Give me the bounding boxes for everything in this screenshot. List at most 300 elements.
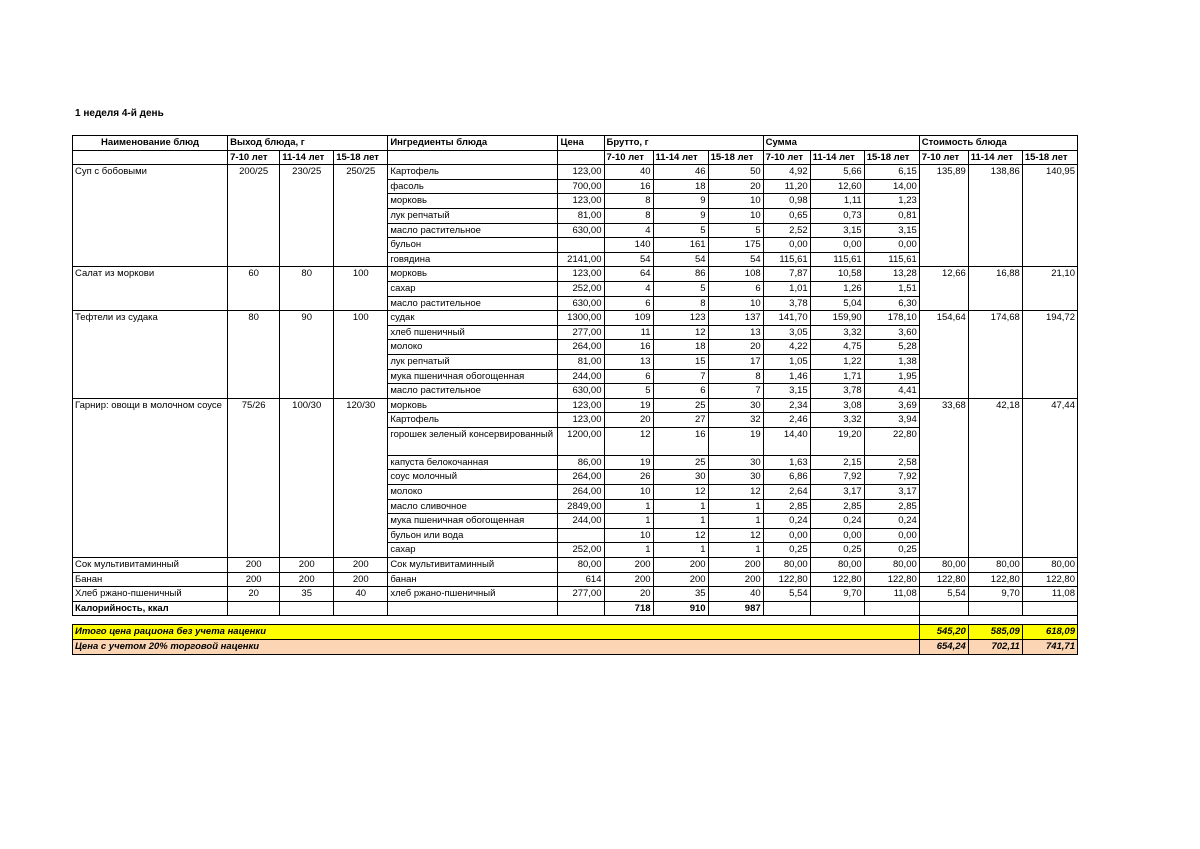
- header-brutto: Брутто, г: [604, 136, 763, 151]
- dish-cost-empty: [968, 485, 1022, 500]
- dish-cost-empty: [919, 281, 968, 296]
- ingredient-sum: 5,66: [810, 165, 864, 180]
- ingredient-sum: 2,64: [763, 485, 810, 500]
- header-output: Выход блюда, г: [228, 136, 388, 151]
- dish-output: 200: [334, 572, 388, 587]
- ingredient-brutto: 10: [708, 194, 763, 209]
- ingredient-name: масло растительное: [388, 384, 558, 399]
- ingredient-price: 700,00: [558, 179, 604, 194]
- ingredient-price: 123,00: [558, 413, 604, 428]
- ingredient-sum: 0,65: [763, 208, 810, 223]
- ingredient-name: лук репчатый: [388, 208, 558, 223]
- ingredient-brutto: 200: [604, 572, 653, 587]
- ingredient-sum: 141,70: [763, 311, 810, 326]
- ingredient-sum: 2,46: [763, 413, 810, 428]
- dish-cost-empty: [919, 238, 968, 253]
- ingredient-brutto: 20: [708, 179, 763, 194]
- ingredient-brutto: 200: [653, 572, 708, 587]
- table-row: [73, 572, 1078, 587]
- ingredient-brutto: 13: [708, 325, 763, 340]
- age-header: 7-10 лет: [604, 150, 653, 165]
- ingredient-sum: 3,15: [864, 223, 919, 238]
- ingredient-price: 244,00: [558, 514, 604, 529]
- total-value: 585,09: [968, 625, 1022, 640]
- dish-cost-empty: [919, 384, 968, 399]
- ingredient-price: 630,00: [558, 384, 604, 399]
- ingredient-sum: 0,25: [864, 543, 919, 558]
- ingredient-sum: 0,24: [810, 514, 864, 529]
- ingredient-sum: 5,28: [864, 340, 919, 355]
- ingredient-sum: 11,20: [763, 179, 810, 194]
- ingredient-name: судак: [388, 311, 558, 326]
- dish-cost: 33,68: [919, 398, 968, 413]
- dish-cost-empty: [1022, 340, 1077, 355]
- dish-cost-empty: [919, 340, 968, 355]
- header-sum: Сумма: [763, 136, 919, 151]
- dish-output: 100/30: [280, 398, 334, 557]
- dish-cost-empty: [919, 455, 968, 470]
- table-row: [73, 267, 1078, 282]
- dish-cost-empty: [919, 296, 968, 311]
- dish-output: 200: [280, 558, 334, 573]
- ingredient-brutto: 20: [604, 587, 653, 602]
- ingredient-brutto: 20: [708, 340, 763, 355]
- ingredient-brutto: 5: [604, 384, 653, 399]
- ingredient-brutto: 46: [653, 165, 708, 180]
- header-cost: Стоимость блюда: [919, 136, 1077, 151]
- ingredient-name: морковь: [388, 398, 558, 413]
- ingredient-brutto: 109: [604, 311, 653, 326]
- ingredient-sum: 12,60: [810, 179, 864, 194]
- dish-cost-empty: [919, 223, 968, 238]
- ingredient-price: 252,00: [558, 543, 604, 558]
- dish-cost: 80,00: [1022, 558, 1077, 573]
- ingredient-brutto: 54: [708, 252, 763, 267]
- ingredient-sum: 4,75: [810, 340, 864, 355]
- ingredient-name: морковь: [388, 194, 558, 209]
- ingredient-sum: 2,52: [763, 223, 810, 238]
- dish-output: 200/25: [228, 165, 280, 267]
- ingredient-brutto: 12: [604, 427, 653, 455]
- ingredient-brutto: 12: [708, 485, 763, 500]
- ingredient-brutto: 1: [604, 514, 653, 529]
- ingredient-brutto: 1: [653, 499, 708, 514]
- ingredient-sum: 1,38: [864, 354, 919, 369]
- ingredient-brutto: 12: [653, 485, 708, 500]
- ingredient-sum: 1,11: [810, 194, 864, 209]
- calories-value: 910: [653, 601, 708, 616]
- ingredient-sum: 14,00: [864, 179, 919, 194]
- dish-cost-empty: [1022, 455, 1077, 470]
- ingredient-brutto: 16: [653, 427, 708, 455]
- ingredient-sum: 3,32: [810, 413, 864, 428]
- dish-cost-empty: [1022, 413, 1077, 428]
- ingredient-brutto: 6: [708, 281, 763, 296]
- ingredient-brutto: 200: [653, 558, 708, 573]
- ingredient-price: 264,00: [558, 340, 604, 355]
- ingredient-sum: 10,58: [810, 267, 864, 282]
- ingredient-brutto: 1: [653, 514, 708, 529]
- ingredient-sum: 2,85: [763, 499, 810, 514]
- dish-cost-empty: [968, 543, 1022, 558]
- ingredient-sum: 159,90: [810, 311, 864, 326]
- ingredient-name: лук репчатый: [388, 354, 558, 369]
- ingredient-brutto: 54: [604, 252, 653, 267]
- ingredient-brutto: 137: [708, 311, 763, 326]
- ingredient-brutto: 50: [708, 165, 763, 180]
- dish-name: Салат из моркови: [73, 267, 228, 311]
- ingredient-brutto: 40: [604, 165, 653, 180]
- ingredient-sum: 7,92: [810, 470, 864, 485]
- ingredient-name: говядина: [388, 252, 558, 267]
- dish-cost: 42,18: [968, 398, 1022, 413]
- ingredient-brutto: 10: [708, 296, 763, 311]
- dish-cost-empty: [919, 485, 968, 500]
- dish-cost-empty: [919, 179, 968, 194]
- dish-cost-empty: [968, 325, 1022, 340]
- dish-cost-empty: [968, 223, 1022, 238]
- ingredient-brutto: 26: [604, 470, 653, 485]
- ingredient-sum: 122,80: [763, 572, 810, 587]
- ingredient-name: масло растительное: [388, 296, 558, 311]
- dish-cost-empty: [919, 427, 968, 455]
- ingredient-brutto: 25: [653, 455, 708, 470]
- ingredient-brutto: 30: [708, 398, 763, 413]
- ingredient-name: капуста белокочанная: [388, 455, 558, 470]
- ingredient-sum: 2,15: [810, 455, 864, 470]
- ingredient-brutto: 17: [708, 354, 763, 369]
- ingredient-sum: 122,80: [810, 572, 864, 587]
- ingredient-price: [558, 528, 604, 543]
- ingredient-sum: 0,24: [864, 514, 919, 529]
- dish-name: Гарнир: овощи в молочном соусе: [73, 398, 228, 557]
- ingredient-price: 123,00: [558, 267, 604, 282]
- dish-cost-empty: [1022, 179, 1077, 194]
- dish-output: 200: [334, 558, 388, 573]
- ingredient-sum: 3,78: [810, 384, 864, 399]
- age-header: 11-14 лет: [968, 150, 1022, 165]
- ingredient-name: молоко: [388, 340, 558, 355]
- ingredient-name: хлеб пшеничный: [388, 325, 558, 340]
- age-header: 15-18 лет: [708, 150, 763, 165]
- dish-cost: 122,80: [968, 572, 1022, 587]
- ingredient-price: 630,00: [558, 223, 604, 238]
- dish-output: 75/26: [228, 398, 280, 557]
- ingredient-brutto: 20: [604, 413, 653, 428]
- ingredient-brutto: 64: [604, 267, 653, 282]
- dish-cost-empty: [1022, 543, 1077, 558]
- menu-table: [72, 135, 1078, 655]
- ingredient-brutto: 12: [653, 325, 708, 340]
- ingredient-name: бульон или вода: [388, 528, 558, 543]
- header-ingredients: Ингредиенты блюда: [388, 136, 558, 151]
- ingredient-name: Сок мультивитаминный: [388, 558, 558, 573]
- ingredient-brutto: 32: [708, 413, 763, 428]
- markup-value: 654,24: [919, 640, 968, 655]
- dish-cost-empty: [968, 354, 1022, 369]
- dish-cost-empty: [1022, 281, 1077, 296]
- age-header: 11-14 лет: [810, 150, 864, 165]
- ingredient-brutto: 12: [653, 528, 708, 543]
- ingredient-name: хлеб ржано-пшеничный: [388, 587, 558, 602]
- dish-cost-empty: [968, 384, 1022, 399]
- ingredient-sum: 3,60: [864, 325, 919, 340]
- dish-output: 100: [334, 267, 388, 311]
- age-header: 15-18 лет: [334, 150, 388, 165]
- ingredient-name: горошек зеленый консервированный: [388, 427, 558, 455]
- dish-cost-empty: [1022, 369, 1077, 384]
- table-row: [73, 311, 1078, 326]
- ingredient-name: соус молочный: [388, 470, 558, 485]
- dish-cost-empty: [919, 499, 968, 514]
- ingredient-brutto: 10: [604, 528, 653, 543]
- ingredient-brutto: 13: [604, 354, 653, 369]
- ingredient-price: 80,00: [558, 558, 604, 573]
- ingredient-brutto: 6: [604, 296, 653, 311]
- ingredient-name: масло растительное: [388, 223, 558, 238]
- dish-cost-empty: [968, 194, 1022, 209]
- dish-cost: 9,70: [968, 587, 1022, 602]
- dish-name: Суп с бобовыми: [73, 165, 228, 267]
- dish-output: 80: [280, 267, 334, 311]
- ingredient-price: 252,00: [558, 281, 604, 296]
- ingredient-brutto: 4: [604, 281, 653, 296]
- ingredient-name: молоко: [388, 485, 558, 500]
- dish-cost-empty: [919, 514, 968, 529]
- dish-cost: 5,54: [919, 587, 968, 602]
- ingredient-sum: 7,87: [763, 267, 810, 282]
- ingredient-sum: 5,04: [810, 296, 864, 311]
- ingredient-brutto: 27: [653, 413, 708, 428]
- age-header: 15-18 лет: [864, 150, 919, 165]
- ingredient-price: 123,00: [558, 165, 604, 180]
- ingredient-price: 277,00: [558, 325, 604, 340]
- dish-name: Банан: [73, 572, 228, 587]
- calories-value: 987: [708, 601, 763, 616]
- markup-row: [73, 640, 1078, 655]
- age-header: 7-10 лет: [228, 150, 280, 165]
- dish-cost-empty: [968, 470, 1022, 485]
- page-title: 1 неделя 4-й день: [75, 108, 164, 119]
- dish-output: 120/30: [334, 398, 388, 557]
- ingredient-brutto: 11: [604, 325, 653, 340]
- ingredient-sum: 6,86: [763, 470, 810, 485]
- ingredient-name: бульон: [388, 238, 558, 253]
- dish-cost: 135,89: [919, 165, 968, 180]
- dish-rows: [73, 165, 1078, 602]
- dish-name: Хлеб ржано-пшеничный: [73, 587, 228, 602]
- dish-output: 200: [280, 572, 334, 587]
- dish-output: 80: [228, 311, 280, 399]
- dish-cost-empty: [919, 252, 968, 267]
- ingredient-sum: 0,73: [810, 208, 864, 223]
- dish-cost-empty: [919, 369, 968, 384]
- dish-cost-empty: [919, 528, 968, 543]
- ingredient-brutto: 16: [604, 340, 653, 355]
- ingredient-sum: 1,71: [810, 369, 864, 384]
- age-header: 11-14 лет: [280, 150, 334, 165]
- dish-cost-empty: [1022, 208, 1077, 223]
- ingredient-name: Картофель: [388, 165, 558, 180]
- dish-output: 200: [228, 572, 280, 587]
- ingredient-sum: 7,92: [864, 470, 919, 485]
- ingredient-sum: 13,28: [864, 267, 919, 282]
- dish-cost-empty: [919, 194, 968, 209]
- ingredient-sum: 3,17: [864, 485, 919, 500]
- ingredient-price: [558, 238, 604, 253]
- dish-cost-empty: [968, 252, 1022, 267]
- ingredient-price: 264,00: [558, 485, 604, 500]
- ingredient-price: 123,00: [558, 194, 604, 209]
- ingredient-price: 2141,00: [558, 252, 604, 267]
- ingredient-brutto: 15: [653, 354, 708, 369]
- ingredient-brutto: 40: [708, 587, 763, 602]
- dish-cost-empty: [968, 340, 1022, 355]
- dish-cost-empty: [968, 296, 1022, 311]
- ingredient-brutto: 175: [708, 238, 763, 253]
- ingredient-brutto: 200: [708, 558, 763, 573]
- ingredient-sum: 0,81: [864, 208, 919, 223]
- calories-row: [73, 601, 1078, 616]
- ingredient-brutto: 86: [653, 267, 708, 282]
- ingredient-sum: 1,95: [864, 369, 919, 384]
- ingredient-brutto: 5: [653, 281, 708, 296]
- age-header: 11-14 лет: [653, 150, 708, 165]
- ingredient-sum: 4,41: [864, 384, 919, 399]
- ingredient-brutto: 123: [653, 311, 708, 326]
- dish-cost-empty: [968, 208, 1022, 223]
- ingredient-price: 614: [558, 572, 604, 587]
- dish-cost-empty: [968, 369, 1022, 384]
- markup-value: 702,11: [968, 640, 1022, 655]
- ingredient-sum: 3,08: [810, 398, 864, 413]
- dish-cost: 80,00: [968, 558, 1022, 573]
- ingredient-brutto: 18: [653, 179, 708, 194]
- ingredient-sum: 178,10: [864, 311, 919, 326]
- dish-cost-empty: [968, 238, 1022, 253]
- ingredient-brutto: 9: [653, 208, 708, 223]
- dish-cost-empty: [968, 281, 1022, 296]
- ingredient-sum: 14,40: [763, 427, 810, 455]
- total-value: 545,20: [919, 625, 968, 640]
- ingredient-sum: 2,85: [810, 499, 864, 514]
- ingredient-price: 1300,00: [558, 311, 604, 326]
- calories-label: Калорийность, ккал: [73, 601, 228, 616]
- ingredient-sum: 0,00: [810, 238, 864, 253]
- ingredient-brutto: 5: [653, 223, 708, 238]
- ingredient-brutto: 19: [604, 398, 653, 413]
- dish-cost-empty: [968, 528, 1022, 543]
- dish-cost-empty: [919, 413, 968, 428]
- ingredient-brutto: 1: [708, 514, 763, 529]
- ingredient-sum: 1,46: [763, 369, 810, 384]
- ingredient-sum: 1,63: [763, 455, 810, 470]
- header-price: Цена: [558, 136, 604, 151]
- ingredient-name: банан: [388, 572, 558, 587]
- dish-cost: 140,95: [1022, 165, 1077, 180]
- ingredient-sum: 1,51: [864, 281, 919, 296]
- ingredient-name: Картофель: [388, 413, 558, 428]
- dish-cost-empty: [919, 354, 968, 369]
- ingredient-brutto: 12: [708, 528, 763, 543]
- dish-cost: 12,66: [919, 267, 968, 282]
- ingredient-brutto: 10: [604, 485, 653, 500]
- ingredient-brutto: 8: [708, 369, 763, 384]
- ingredient-price: 264,00: [558, 470, 604, 485]
- ingredient-sum: 2,85: [864, 499, 919, 514]
- ingredient-price: 244,00: [558, 369, 604, 384]
- ingredient-brutto: 35: [653, 587, 708, 602]
- ingredient-brutto: 25: [653, 398, 708, 413]
- dish-output: 40: [334, 587, 388, 602]
- dish-cost-empty: [919, 543, 968, 558]
- dish-cost-empty: [968, 179, 1022, 194]
- ingredient-brutto: 1: [708, 543, 763, 558]
- ingredient-sum: 3,15: [763, 384, 810, 399]
- ingredient-sum: 0,25: [763, 543, 810, 558]
- dish-cost: 21,10: [1022, 267, 1077, 282]
- ingredient-sum: 0,00: [864, 528, 919, 543]
- ingredient-sum: 0,00: [763, 528, 810, 543]
- ingredient-price: 1200,00: [558, 427, 604, 455]
- ingredient-price: 81,00: [558, 354, 604, 369]
- ingredient-name: мука пшеничная обогощенная: [388, 514, 558, 529]
- dish-cost: 154,64: [919, 311, 968, 326]
- dish-cost-empty: [1022, 252, 1077, 267]
- ingredient-sum: 1,23: [864, 194, 919, 209]
- dish-cost-empty: [1022, 470, 1077, 485]
- ingredient-brutto: 7: [708, 384, 763, 399]
- dish-output: 230/25: [280, 165, 334, 267]
- dish-cost-empty: [1022, 427, 1077, 455]
- dish-cost-empty: [1022, 223, 1077, 238]
- ingredient-brutto: 16: [604, 179, 653, 194]
- ingredient-sum: 2,58: [864, 455, 919, 470]
- ingredient-name: масло сливочное: [388, 499, 558, 514]
- ingredient-sum: 0,98: [763, 194, 810, 209]
- ingredient-brutto: 1: [604, 543, 653, 558]
- ingredient-sum: 3,78: [763, 296, 810, 311]
- total-value: 618,09: [1022, 625, 1077, 640]
- age-header: 7-10 лет: [763, 150, 810, 165]
- ingredient-sum: 1,26: [810, 281, 864, 296]
- age-header: 7-10 лет: [919, 150, 968, 165]
- ingredient-price: 2849,00: [558, 499, 604, 514]
- ingredient-name: мука пшеничная обогощенная: [388, 369, 558, 384]
- dish-cost-empty: [919, 470, 968, 485]
- ingredient-sum: 3,32: [810, 325, 864, 340]
- dish-cost-empty: [919, 208, 968, 223]
- ingredient-sum: 4,22: [763, 340, 810, 355]
- ingredient-name: фасоль: [388, 179, 558, 194]
- ingredient-sum: 4,92: [763, 165, 810, 180]
- ingredient-sum: 11,08: [864, 587, 919, 602]
- table-row: [73, 165, 1078, 180]
- ingredient-sum: 2,34: [763, 398, 810, 413]
- ingredient-brutto: 8: [604, 194, 653, 209]
- ingredient-brutto: 6: [653, 384, 708, 399]
- total-label: Итого цена рациона без учета наценки: [73, 625, 920, 640]
- ingredient-price: 277,00: [558, 587, 604, 602]
- ingredient-sum: 0,00: [864, 238, 919, 253]
- ingredient-brutto: 30: [708, 455, 763, 470]
- ingredient-sum: 1,01: [763, 281, 810, 296]
- ingredient-price: 123,00: [558, 398, 604, 413]
- dish-cost: 138,86: [968, 165, 1022, 180]
- dish-cost-empty: [968, 514, 1022, 529]
- header-name: Наименование блюд: [73, 136, 228, 151]
- dish-cost-empty: [1022, 499, 1077, 514]
